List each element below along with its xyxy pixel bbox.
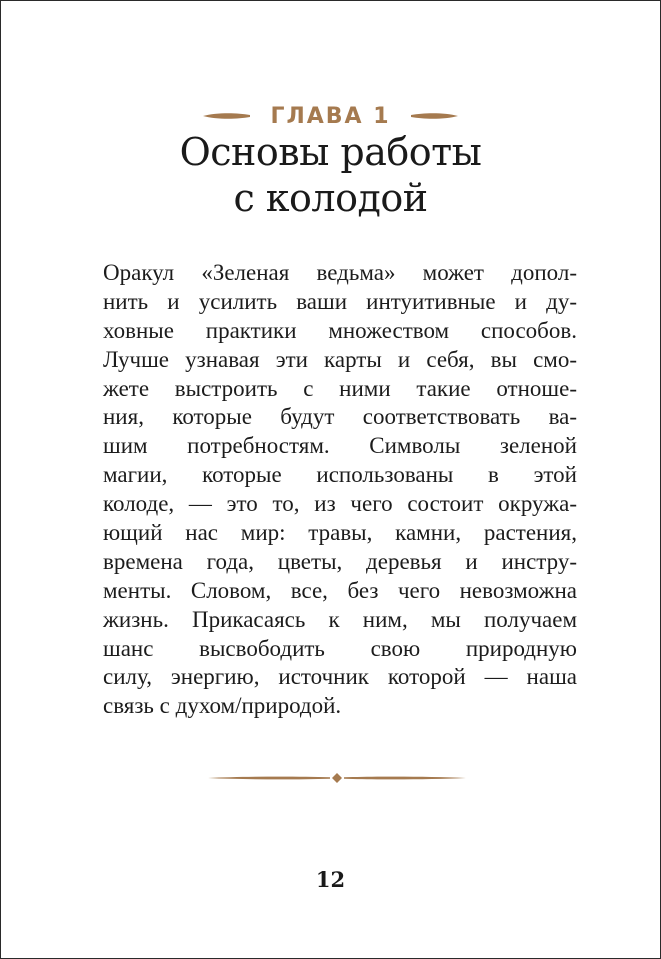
paragraph-line: шим потребностям. Символы зеленой	[103, 433, 577, 459]
paragraph-line: жете выстроить с ними такие отноше-	[103, 375, 577, 401]
paragraph-line: Лучше узнавая эти карты и себя, вы смо-	[103, 346, 577, 372]
left-flourish-icon	[202, 110, 252, 122]
paragraph-line: шанс высвободить свою природную	[103, 635, 577, 661]
title-line: Основы работы	[179, 130, 482, 174]
paragraph-line: времена года, цветы, деревья и инстру-	[103, 548, 577, 574]
paragraph-line: силу, энергию, источник которой — наша	[103, 664, 577, 690]
paragraph-line: ющий нас мир: травы, камни, растения,	[103, 520, 577, 546]
chapter-heading	[1, 99, 660, 133]
right-flourish-icon	[409, 110, 459, 122]
paragraph-line: менты. Словом, все, без чего невозможна	[103, 577, 577, 603]
chapter-label: ГЛАВА 1	[270, 103, 391, 129]
paragraph-line: нить и усилить ваши интуитивные и ду-	[103, 288, 577, 314]
page-number: 12	[315, 867, 346, 892]
divider-ornament-icon	[206, 771, 468, 785]
paragraph-line: связь с духом/природой.	[103, 693, 342, 719]
paragraph-line: ховные практики множеством способов.	[103, 317, 577, 343]
paragraph-line: жизнь. Прикасаясь к ним, мы получаем	[103, 606, 577, 632]
title-line: с колодой	[233, 176, 428, 220]
paragraph-line: ния, которые будут соответствовать ва-	[103, 404, 577, 430]
paragraph-line: колоде, — это то, из чего состоит окружа-	[103, 491, 577, 517]
paragraph-line: магии, которые использованы в этой	[103, 462, 577, 488]
chapter-title	[1, 129, 660, 221]
paragraph-line: Оракул «Зеленая ведьма» может допол-	[103, 260, 577, 285]
body-paragraph	[103, 259, 577, 721]
